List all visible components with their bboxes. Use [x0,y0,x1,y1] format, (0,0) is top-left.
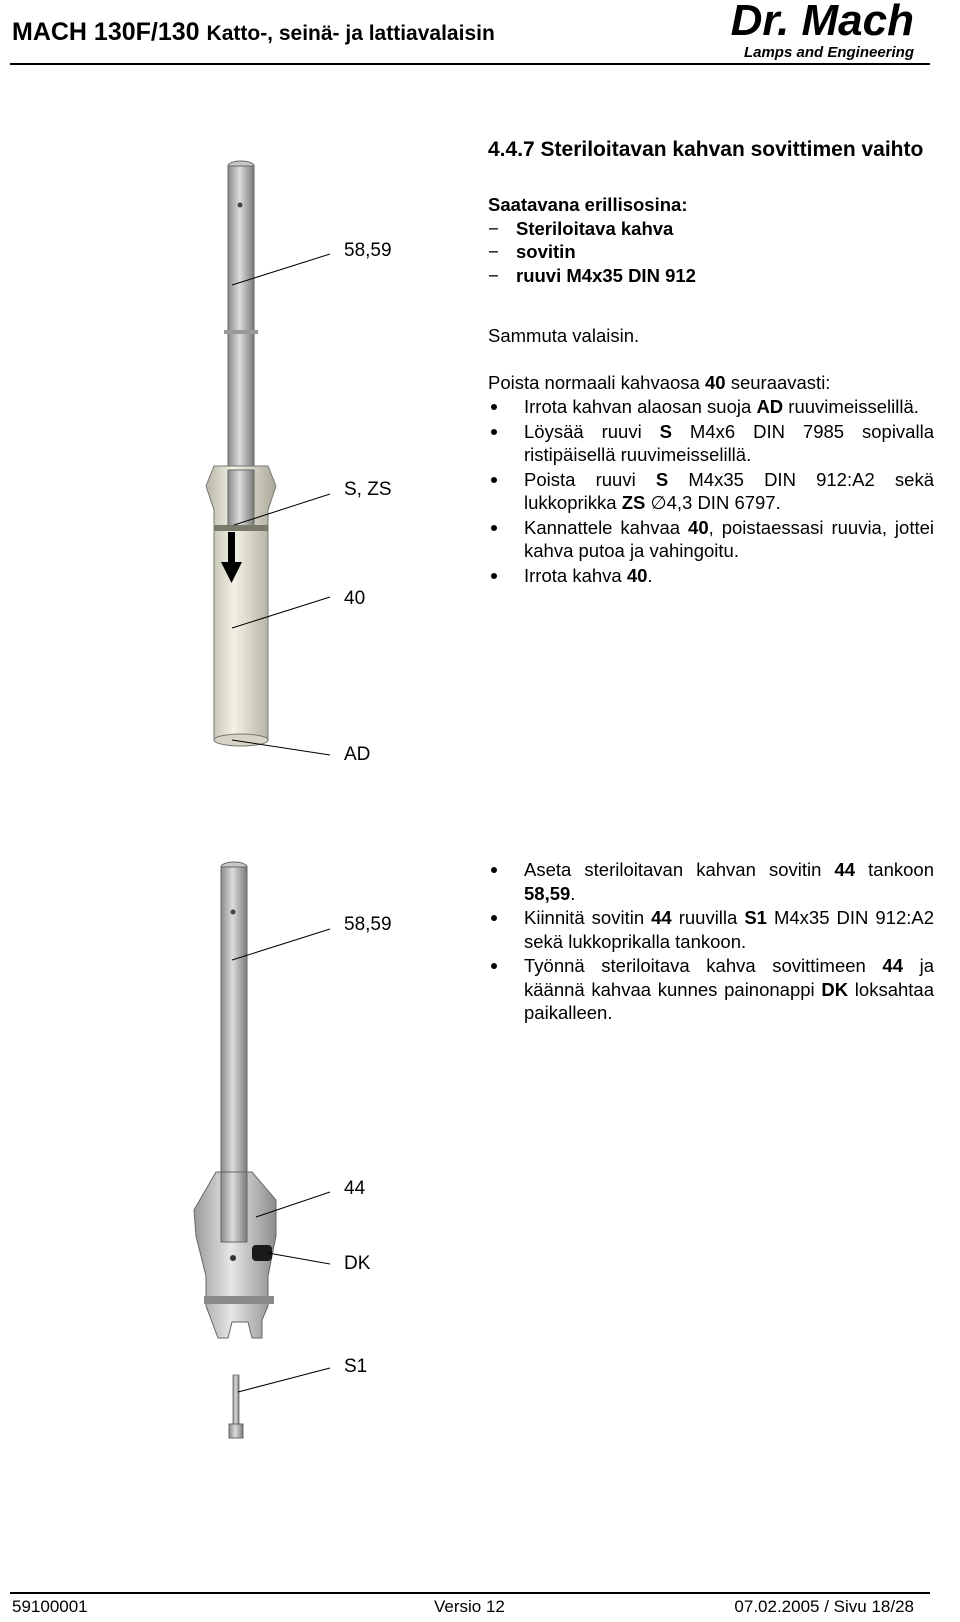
switch-off-instruction: Sammuta valaisin. [488,325,640,346]
callout-58-59-bottom: 58,59 [344,914,392,935]
available-parts [488,193,934,287]
callout-dk: DK [344,1253,371,1274]
brand-logo: Dr. Mach [730,0,914,45]
callout-s1: S1 [344,1356,368,1377]
removal-step: Poista ruuvi S M4x35 DIN 912:A2 sekä lukkoprikka ZS ∅4,3 DIN 6797. [488,468,934,515]
available-item: − Steriloitava kahva [488,217,674,239]
callout-58-59-top: 58,59 [344,240,392,261]
callout-40: 40 [344,588,366,609]
footer-divider [10,1592,930,1594]
callout-ad: AD [344,744,371,765]
removal-intro: Poista normaali kahvaosa 40 seuraavasti: [488,372,831,393]
illustrations [0,0,480,1590]
model-name: MACH 130F/130 [12,18,200,46]
available-item: − ruuvi M4x35 DIN 912 [488,264,696,286]
install-step: Kiinnitä sovitin 44 ruuvilla S1 M4x35 DIN 912:A2 sekä lukkoprikalla tankoon. [488,906,934,953]
adapter-44 [194,1172,276,1338]
removal-step: Kannattele kahvaa 40, poistaessasi ruuvia, jottei kahva putoa ja vahingoitu. [488,516,934,563]
removal-step: Irrota kahva 40. [488,564,934,588]
screw-s1 [229,1375,243,1438]
available-item: − sovitin [488,241,576,262]
install-steps [488,858,934,1026]
footer-date-page: 07.02.2005 / Sivu 18/28 [734,1597,914,1616]
install-step: Työnnä steriloitava kahva sovittimeen 44 ja käännä kahvaa kunnes painonappi DK loksahtaa paikalleen. [488,954,934,1025]
removal-step: Löysää ruuvi S M4x6 DIN 7985 sopivalla ristipäisellä ruuvimeisselillä. [488,420,934,467]
callout-s-zs: S, ZS [344,479,392,500]
section-title: 4.4.7 Steriloitavan kahvan sovittimen vaihto [488,138,924,161]
install-step: Aseta steriloitavan kahvan sovitin 44 tankoon 58,59. [488,858,934,905]
available-heading: Saatavana erillisosina: [488,194,688,215]
handle-40 [206,466,276,746]
brand-tagline: Lamps and Engineering [743,44,914,61]
upper-rod [224,161,258,510]
removal-step: Irrota kahvan alaosan suoja AD ruuvimeisselillä. [488,395,934,419]
callout-44: 44 [344,1178,366,1199]
removal-steps [488,395,934,588]
footer-version: Versio 12 [434,1597,505,1616]
document-subtitle: Katto-, seinä- ja lattiavalaisin [206,22,495,45]
footer-doc-number: 59100001 [12,1597,88,1616]
